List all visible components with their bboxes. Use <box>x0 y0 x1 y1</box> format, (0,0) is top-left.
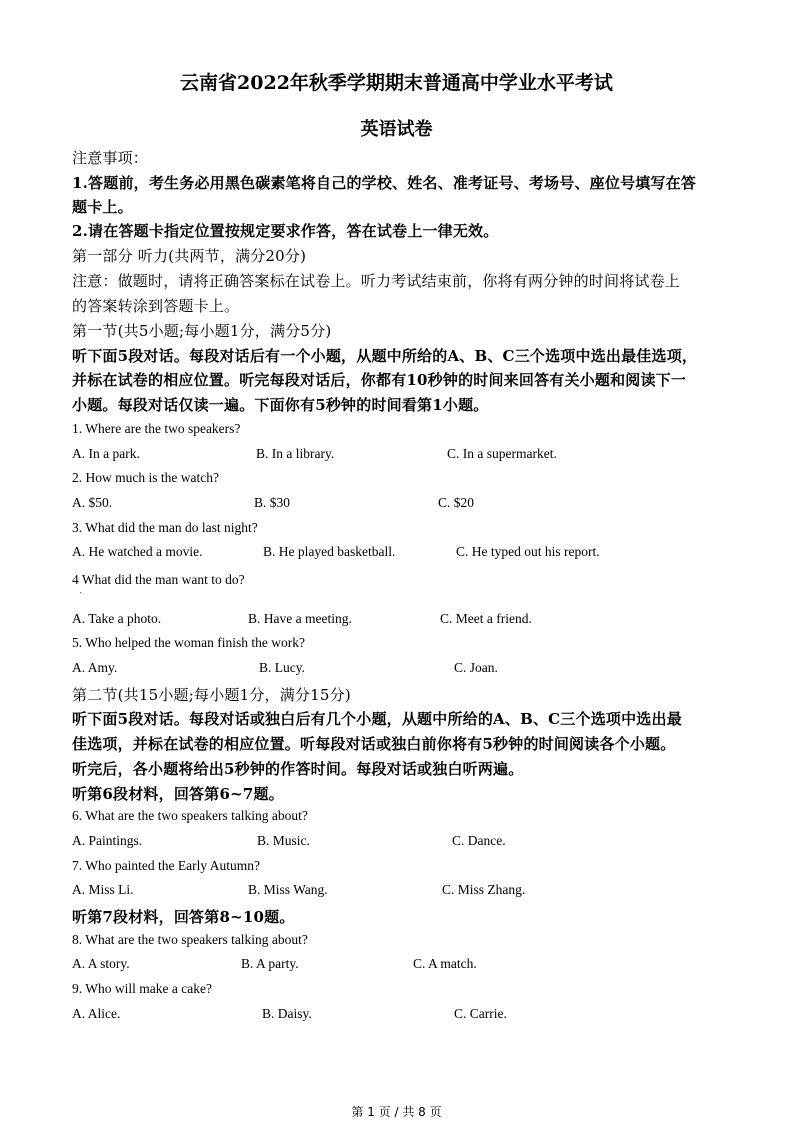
section1-instr-line-3: 小题。每段对话仅读一遍。下面你有5秒钟的时间看第1小题。 <box>72 396 489 414</box>
section2-instr-line-3: 听完后，各小题将给出5秒钟的作答时间。每段对话或独白听两遍。 <box>72 760 524 778</box>
question-stem: 3. What did the man do last night? <box>72 520 258 535</box>
part1-heading: 第一部分 听力(共两节，满分20分) <box>72 247 307 265</box>
question-stem: 9. Who will make a cake? <box>72 981 212 996</box>
option-a: A. A story. <box>72 956 130 971</box>
exam-title: 云南省2022年秋季学期期末普通高中学业水平考试 <box>180 72 613 94</box>
question-stem: 2. How much is the watch? <box>72 470 219 485</box>
option-c: C. Dance. <box>452 833 506 848</box>
option-a: A. $50. <box>72 495 113 510</box>
part1-note-line-2: 的答案转涂到答题卡上。 <box>72 297 240 315</box>
option-a: A. Alice. <box>72 1006 121 1021</box>
material-7-heading: 听第7段材料，回答第8~10题。 <box>72 908 295 926</box>
option-a: A. Paintings. <box>72 833 143 848</box>
notice-heading: 注意事项： <box>72 149 149 167</box>
section2-heading: 第二节(共15小题;每小题1分，满分15分) <box>72 686 351 704</box>
option-b: B. Daisy. <box>262 1006 312 1021</box>
question-stem: 7. Who painted the Early Autumn? <box>72 858 260 873</box>
notice-item-1-line-2: 题卡上。 <box>72 198 133 216</box>
section1-heading: 第一节(共5小题;每小题1分，满分5分) <box>72 322 332 340</box>
option-c: C. In a supermarket. <box>447 446 557 461</box>
question-stem: 6. What are the two speakers talking about? <box>72 808 308 823</box>
material-6-heading: 听第6段材料，回答第6~7题。 <box>72 785 284 803</box>
question-stem: 8. What are the two speakers talking about? <box>72 932 308 947</box>
option-a: A. Miss Li. <box>72 882 134 897</box>
option-b: B. Music. <box>257 833 310 848</box>
section1-instr-line-1: 听下面5段对话。每段对话后有一个小题，从题中所给的A、B、C三个选项中选出最佳选项， <box>72 347 698 365</box>
option-c: C. He typed out his report. <box>456 544 600 559</box>
option-b: B. A party. <box>241 956 299 971</box>
option-b: B. Lucy. <box>259 660 305 675</box>
option-a: A. He watched a movie. <box>72 544 203 559</box>
option-a: A. In a park. <box>72 446 140 461</box>
option-c: C. A match. <box>413 956 477 971</box>
option-c: C. Joan. <box>454 660 498 675</box>
option-b: B. He played basketball. <box>263 544 396 559</box>
notice-item-2: 2.请在答题卡指定位置按规定要求作答，答在试卷上一律无效。 <box>72 222 499 240</box>
option-c: C. Carrie. <box>454 1006 507 1021</box>
option-b: B. Have a meeting. <box>248 611 352 626</box>
option-c: C. Miss Zhang. <box>442 882 526 897</box>
section2-instr-line-2: 佳选项，并标在试卷的相应位置。听每段对话或独白前你将有5秒钟的时间阅读各个小题。 <box>72 735 676 753</box>
page-number: 第 1 页 / 共 8 页 <box>351 1105 442 1119</box>
option-a: A. Amy. <box>72 660 118 675</box>
notice-item-1-line-1: 1.答题前，考生务必用黑色碳素笔将自己的学校、姓名、准考证号、考场号、座位号填写在答 <box>72 174 697 192</box>
option-c: C. Meet a friend. <box>440 611 532 626</box>
option-b: B. Miss Wang. <box>248 882 328 897</box>
question-stem: 5. Who helped the woman finish the work? <box>72 635 305 650</box>
option-b: B. In a library. <box>256 446 335 461</box>
part1-note-line-1: 注意：做题时，请将正确答案标在试卷上。听力考试结束前，你将有两分钟的时间将试卷上 <box>72 272 681 290</box>
exam-subtitle: 英语试卷 <box>360 119 433 140</box>
question-stem: 4 What did the man want to do? <box>72 572 245 587</box>
section1-instr-line-2: 并标在试卷的相应位置。听完每段对话后，你都有10秒钟的时间来回答有关小题和阅读下一 <box>72 371 687 389</box>
option-b: B. $30 <box>254 495 291 510</box>
scan-speck <box>80 592 81 593</box>
option-a: A. Take a photo. <box>72 611 162 626</box>
option-c: C. $20 <box>438 495 475 510</box>
question-stem: 1. Where are the two speakers? <box>72 421 241 436</box>
section2-instr-line-1: 听下面5段对话。每段对话或独白后有几个小题，从题中所给的A、B、C三个选项中选出最 <box>72 710 682 728</box>
